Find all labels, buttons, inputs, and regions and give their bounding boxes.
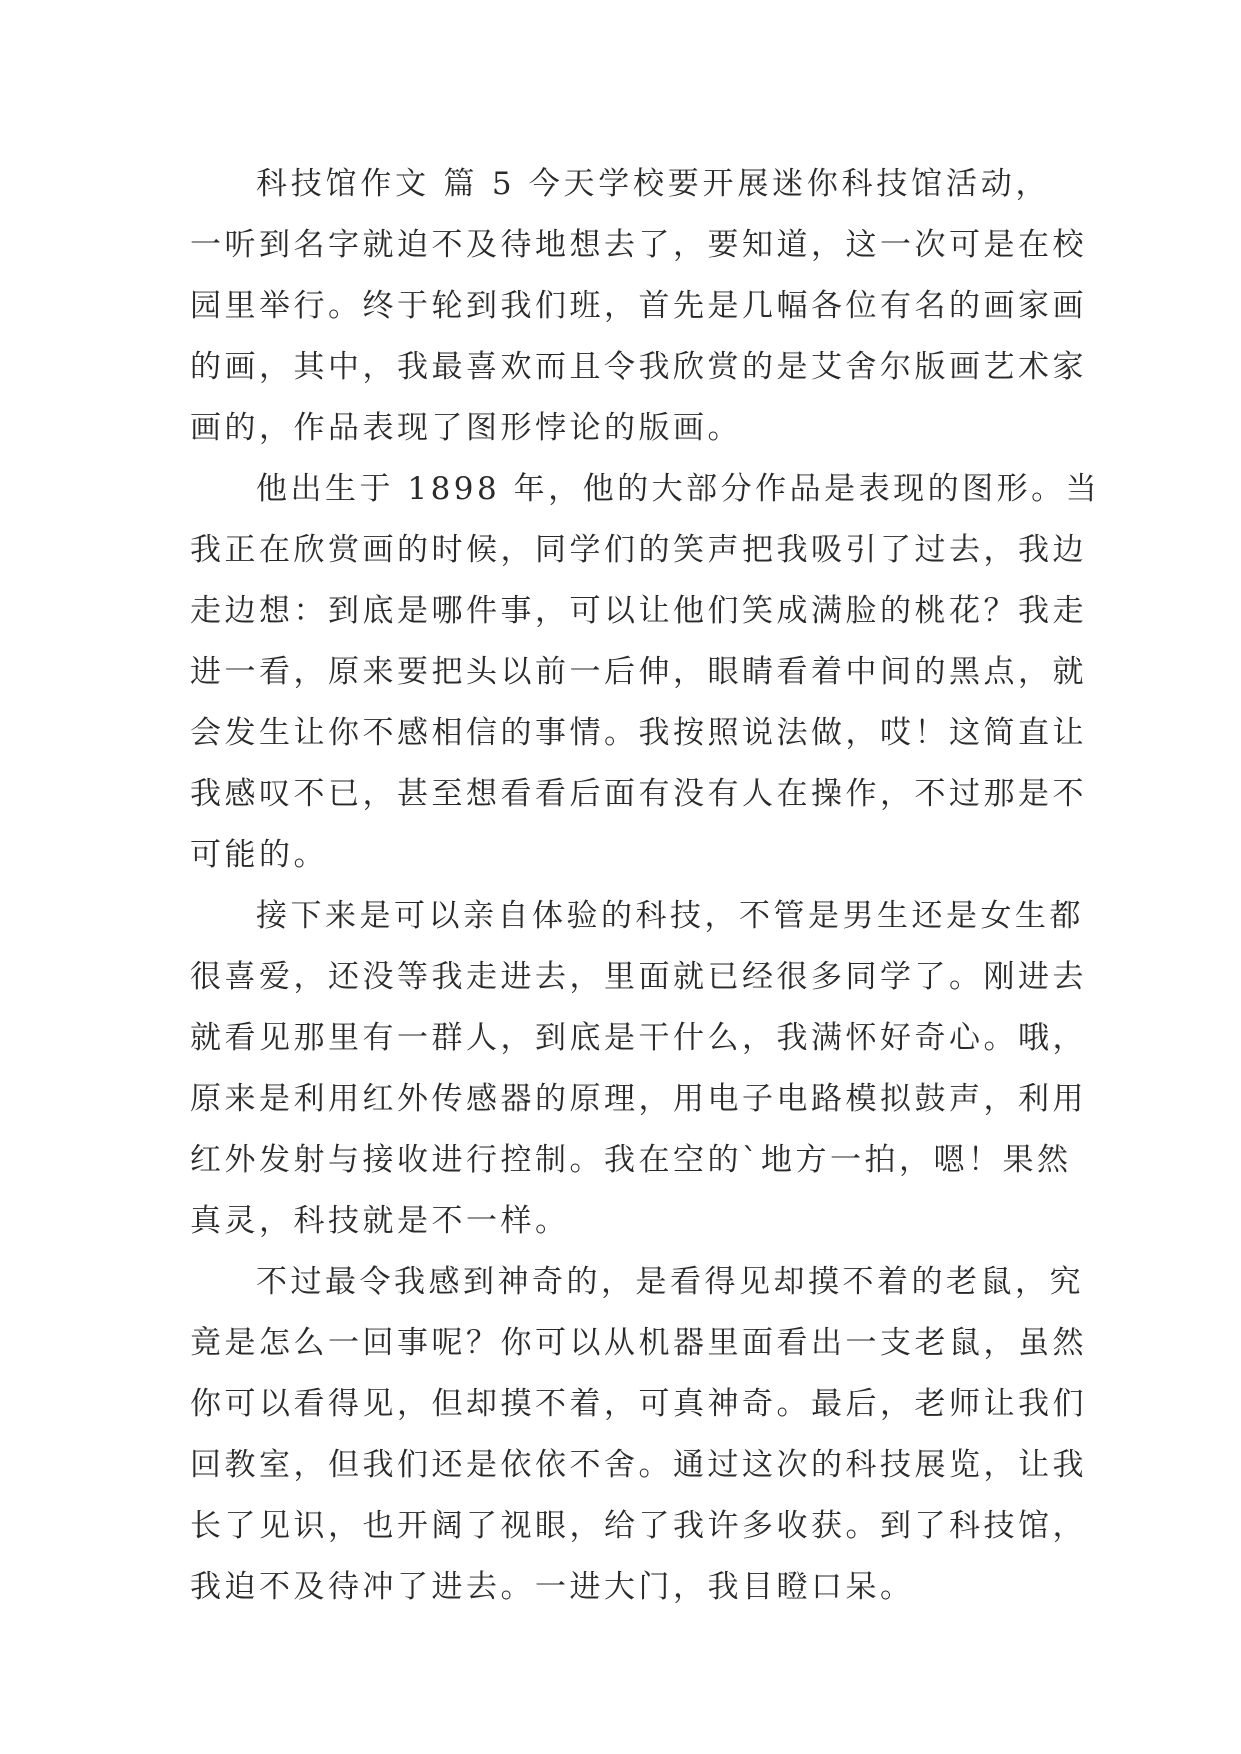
text-line: 很喜爱，还没等我走进去，里面就已经很多同学了。刚进去 [190, 959, 1087, 995]
paragraph-1 [190, 154, 1087, 459]
text-line: 我感叹不已，甚至想看看后面有没有人在操作，不过那是不 [190, 776, 1087, 812]
text-line: 园里举行。终于轮到我们班，首先是几幅各位有名的画家画 [190, 288, 1087, 324]
text-line: 接下来是可以亲自体验的科技，不管是男生还是女生都 [256, 898, 1084, 934]
text-line: 我迫不及待冲了进去。一进大门，我目瞪口呆。 [190, 1569, 915, 1605]
paragraph-4 [190, 1252, 1087, 1618]
text-line: 的画，其中，我最喜欢而且令我欣赏的是艾舍尔版画艺术家 [190, 349, 1087, 385]
text-line: 科技馆作文 篇 5 今天学校要开展迷你科技馆活动， [256, 166, 1050, 202]
text-line: 我正在欣赏画的时候，同学们的笑声把我吸引了过去，我边 [190, 532, 1087, 568]
text-line: 就看见那里有一群人，到底是干什么，我满怀好奇心。哦， [190, 1020, 1087, 1056]
text-line: 原来是利用红外传感器的原理，用电子电路模拟鼓声，利用 [190, 1081, 1087, 1117]
text-line: 不过最令我感到神奇的，是看得见却摸不着的老鼠，究 [256, 1264, 1084, 1300]
text-line: 红外发射与接收进行控制。我在空的`地方一拍，嗯！果然 [190, 1142, 1072, 1178]
essay-body [190, 154, 1101, 1618]
text-line: 长了见识，也开阔了视眼，给了我许多收获。到了科技馆， [190, 1508, 1087, 1544]
text-line: 回教室，但我们还是依依不舍。通过这次的科技展览，让我 [190, 1447, 1087, 1483]
text-line: 画的，作品表现了图形悖论的版画。 [190, 410, 742, 446]
text-line: 进一看，原来要把头以前一后伸，眼睛看着中间的黑点，就 [190, 654, 1087, 690]
paragraph-3 [190, 886, 1087, 1252]
text-line: 走边想：到底是哪件事，可以让他们笑成满脸的桃花？我走 [190, 593, 1087, 629]
text-line: 他出生于 1898 年，他的大部分作品是表现的图形。当 [256, 471, 1101, 507]
text-line: 你可以看得见，但却摸不着，可真神奇。最后，老师让我们 [190, 1386, 1087, 1422]
text-line: 会发生让你不感相信的事情。我按照说法做，哎！这简直让 [190, 715, 1087, 751]
text-line: 可能的。 [190, 837, 328, 873]
text-line: 一听到名字就迫不及待地想去了，要知道，这一次可是在校 [190, 227, 1087, 263]
text-line: 竟是怎么一回事呢？你可以从机器里面看出一支老鼠，虽然 [190, 1325, 1087, 1361]
paragraph-2 [190, 459, 1101, 886]
text-line: 真灵，科技就是不一样。 [190, 1203, 570, 1239]
